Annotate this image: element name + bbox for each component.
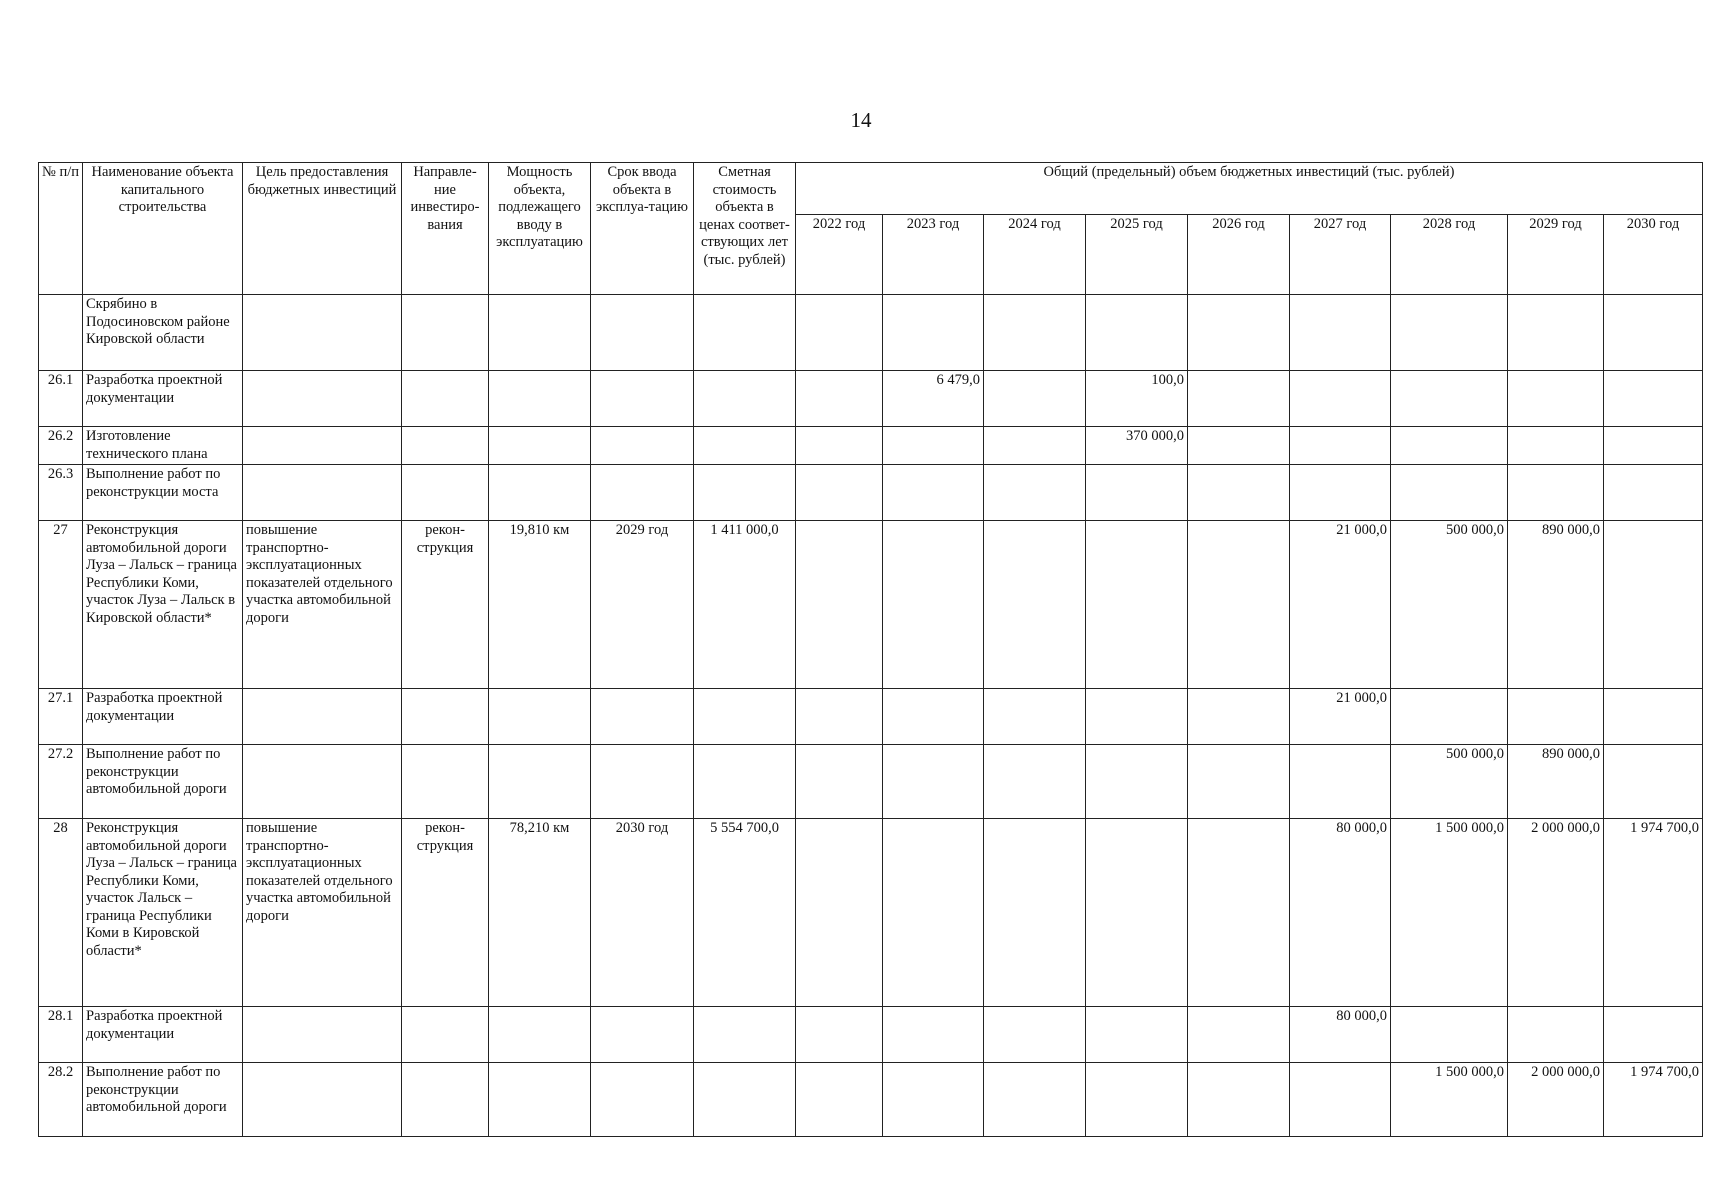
estimated-cost <box>694 1063 796 1137</box>
year-amount <box>1391 295 1508 371</box>
investment-goal <box>243 689 402 745</box>
year-amount <box>1188 427 1290 465</box>
year-amount <box>1086 745 1188 819</box>
year-amount <box>796 819 883 1007</box>
year-amount <box>1604 689 1703 745</box>
year-amount: 80 000,0 <box>1290 1007 1391 1063</box>
year-amount: 1 974 700,0 <box>1604 819 1703 1007</box>
year-amount <box>1290 371 1391 427</box>
year-amount <box>1508 371 1604 427</box>
year-amount <box>984 521 1086 689</box>
row-number: 28.2 <box>39 1063 83 1137</box>
commissioning-term <box>591 1007 694 1063</box>
year-amount: 890 000,0 <box>1508 521 1604 689</box>
year-amount: 370 000,0 <box>1086 427 1188 465</box>
row-number: 28 <box>39 819 83 1007</box>
header-direction: Направле-ние инвестиро-вания <box>402 163 489 295</box>
year-amount <box>796 465 883 521</box>
year-amount <box>1604 745 1703 819</box>
year-amount <box>1391 689 1508 745</box>
table-row <box>39 1007 1703 1063</box>
estimated-cost <box>694 745 796 819</box>
year-amount: 21 000,0 <box>1290 521 1391 689</box>
investment-direction: рекон-струкция <box>402 819 489 1007</box>
object-name: Изготовление технического плана <box>83 427 243 465</box>
year-amount <box>796 295 883 371</box>
header-goal: Цель предоставления бюджетных инвестиций <box>243 163 402 295</box>
object-name: Выполнение работ по реконструкции автомобильной дороги <box>83 745 243 819</box>
header-year: 2027 год <box>1290 215 1391 295</box>
year-amount <box>1508 295 1604 371</box>
investment-goal <box>243 371 402 427</box>
year-amount <box>1604 1007 1703 1063</box>
year-amount <box>1391 1007 1508 1063</box>
investment-direction <box>402 371 489 427</box>
object-capacity <box>489 465 591 521</box>
year-amount <box>1290 1063 1391 1137</box>
row-number: 27 <box>39 521 83 689</box>
year-amount: 21 000,0 <box>1290 689 1391 745</box>
investment-direction <box>402 295 489 371</box>
year-amount <box>1604 295 1703 371</box>
table-header <box>39 163 1703 295</box>
header-cost: Сметная стоимость объекта в ценах соответ-ствующих лет (тыс. рублей) <box>694 163 796 295</box>
year-amount <box>1391 371 1508 427</box>
estimated-cost: 5 554 700,0 <box>694 819 796 1007</box>
year-amount <box>1391 465 1508 521</box>
header-budget-group: Общий (предельный) объем бюджетных инвестиций (тыс. рублей) <box>796 163 1703 215</box>
year-amount <box>1188 371 1290 427</box>
year-amount <box>1086 689 1188 745</box>
year-amount <box>883 1007 984 1063</box>
year-amount: 1 974 700,0 <box>1604 1063 1703 1137</box>
commissioning-term <box>591 465 694 521</box>
header-year: 2023 год <box>883 215 984 295</box>
object-name: Разработка проектной документации <box>83 1007 243 1063</box>
investment-direction <box>402 465 489 521</box>
year-amount <box>883 819 984 1007</box>
investment-goal <box>243 295 402 371</box>
header-year: 2026 год <box>1188 215 1290 295</box>
investment-goal <box>243 1063 402 1137</box>
object-capacity <box>489 427 591 465</box>
estimated-cost <box>694 295 796 371</box>
header-year: 2024 год <box>984 215 1086 295</box>
investment-goal <box>243 465 402 521</box>
table-row <box>39 521 1703 689</box>
year-amount <box>984 371 1086 427</box>
year-amount <box>984 1007 1086 1063</box>
year-amount <box>883 465 984 521</box>
object-name: Разработка проектной документации <box>83 371 243 427</box>
object-name: Выполнение работ по реконструкции автомобильной дороги <box>83 1063 243 1137</box>
year-amount <box>984 745 1086 819</box>
header-year: 2025 год <box>1086 215 1188 295</box>
commissioning-term <box>591 745 694 819</box>
page-number: 14 <box>850 108 872 132</box>
row-number: 26.1 <box>39 371 83 427</box>
header-name: Наименование объекта капитального строительства <box>83 163 243 295</box>
header-year: 2029 год <box>1508 215 1604 295</box>
commissioning-term <box>591 427 694 465</box>
object-capacity <box>489 1007 591 1063</box>
header-year: 2028 год <box>1391 215 1508 295</box>
year-amount <box>1508 1007 1604 1063</box>
header-term: Срок ввода объекта в эксплуа-тацию <box>591 163 694 295</box>
year-amount <box>1188 1063 1290 1137</box>
table-row <box>39 465 1703 521</box>
year-amount <box>1604 521 1703 689</box>
row-number: 26.2 <box>39 427 83 465</box>
year-amount <box>1086 1063 1188 1137</box>
year-amount <box>1188 295 1290 371</box>
year-amount <box>1086 819 1188 1007</box>
object-capacity <box>489 1063 591 1137</box>
year-amount <box>796 745 883 819</box>
year-amount <box>1188 465 1290 521</box>
year-amount <box>1188 521 1290 689</box>
year-amount <box>1188 745 1290 819</box>
year-amount <box>1086 521 1188 689</box>
year-amount <box>883 295 984 371</box>
table-row <box>39 295 1703 371</box>
table-row <box>39 427 1703 465</box>
year-amount <box>1290 295 1391 371</box>
investment-direction: рекон-струкция <box>402 521 489 689</box>
header-no: № п/п <box>39 163 83 295</box>
year-amount <box>1086 295 1188 371</box>
year-amount <box>984 295 1086 371</box>
year-amount: 1 500 000,0 <box>1391 1063 1508 1137</box>
investment-goal: повышение транспортно-эксплуатационных показателей отдельного участка автомобильной дороги <box>243 521 402 689</box>
investment-goal <box>243 427 402 465</box>
table-row <box>39 745 1703 819</box>
header-year: 2022 год <box>796 215 883 295</box>
commissioning-term <box>591 371 694 427</box>
year-amount <box>1290 427 1391 465</box>
year-amount <box>883 427 984 465</box>
year-amount <box>984 689 1086 745</box>
object-capacity: 19,810 км <box>489 521 591 689</box>
object-capacity <box>489 745 591 819</box>
commissioning-term: 2029 год <box>591 521 694 689</box>
year-amount <box>984 819 1086 1007</box>
investment-direction <box>402 745 489 819</box>
year-amount: 80 000,0 <box>1290 819 1391 1007</box>
year-amount <box>883 1063 984 1137</box>
commissioning-term <box>591 1063 694 1137</box>
object-name: Реконструкция автомобильной дороги Луза – Лальск – граница Республики Коми, участок Луза – Лальск в Кировской области* <box>83 521 243 689</box>
year-amount <box>883 689 984 745</box>
row-number: 27.1 <box>39 689 83 745</box>
estimated-cost <box>694 371 796 427</box>
object-capacity: 78,210 км <box>489 819 591 1007</box>
investment-direction <box>402 1063 489 1137</box>
header-year: 2030 год <box>1604 215 1703 295</box>
year-amount <box>1086 465 1188 521</box>
object-name: Выполнение работ по реконструкции моста <box>83 465 243 521</box>
year-amount <box>1604 371 1703 427</box>
estimated-cost <box>694 427 796 465</box>
investment-direction <box>402 1007 489 1063</box>
year-amount: 100,0 <box>1086 371 1188 427</box>
year-amount <box>796 427 883 465</box>
year-amount <box>984 1063 1086 1137</box>
object-capacity <box>489 371 591 427</box>
row-number: 26.3 <box>39 465 83 521</box>
year-amount <box>1508 689 1604 745</box>
year-amount <box>796 1007 883 1063</box>
investment-direction <box>402 427 489 465</box>
year-amount: 2 000 000,0 <box>1508 1063 1604 1137</box>
investment-goal <box>243 745 402 819</box>
object-name: Скрябино в Подосиновском районе Кировской области <box>83 295 243 371</box>
commissioning-term <box>591 295 694 371</box>
object-capacity <box>489 295 591 371</box>
table-body <box>39 295 1703 1137</box>
year-amount <box>796 689 883 745</box>
table-row <box>39 819 1703 1007</box>
row-number: 27.2 <box>39 745 83 819</box>
year-amount: 500 000,0 <box>1391 745 1508 819</box>
year-amount: 6 479,0 <box>883 371 984 427</box>
table-row <box>39 1063 1703 1137</box>
estimated-cost: 1 411 000,0 <box>694 521 796 689</box>
year-amount: 500 000,0 <box>1391 521 1508 689</box>
estimated-cost <box>694 1007 796 1063</box>
year-amount <box>1290 745 1391 819</box>
object-name: Разработка проектной документации <box>83 689 243 745</box>
year-amount <box>796 1063 883 1137</box>
year-amount <box>984 465 1086 521</box>
year-amount: 2 000 000,0 <box>1508 819 1604 1007</box>
investment-goal <box>243 1007 402 1063</box>
investment-direction <box>402 689 489 745</box>
commissioning-term: 2030 год <box>591 819 694 1007</box>
year-amount <box>883 521 984 689</box>
year-amount <box>1188 1007 1290 1063</box>
year-amount <box>796 521 883 689</box>
year-amount <box>1188 689 1290 745</box>
object-name: Реконструкция автомобильной дороги Луза – Лальск – граница Республики Коми, участок Лальск – граница Республики Коми в Кировской области* <box>83 819 243 1007</box>
year-amount <box>796 371 883 427</box>
estimated-cost <box>694 465 796 521</box>
year-amount <box>1086 1007 1188 1063</box>
year-amount: 1 500 000,0 <box>1391 819 1508 1007</box>
year-amount <box>1604 465 1703 521</box>
header-capacity: Мощность объекта, подлежащего вводу в эксплуатацию <box>489 163 591 295</box>
year-amount <box>1188 819 1290 1007</box>
row-number <box>39 295 83 371</box>
row-number: 28.1 <box>39 1007 83 1063</box>
year-amount <box>883 745 984 819</box>
year-amount: 890 000,0 <box>1508 745 1604 819</box>
year-amount <box>1290 465 1391 521</box>
commissioning-term <box>591 689 694 745</box>
year-amount <box>1391 427 1508 465</box>
object-capacity <box>489 689 591 745</box>
estimated-cost <box>694 689 796 745</box>
investment-goal: повышение транспортно-эксплуатационных показателей отдельного участка автомобильной дороги <box>243 819 402 1007</box>
table-row <box>39 371 1703 427</box>
year-amount <box>1508 427 1604 465</box>
year-amount <box>1604 427 1703 465</box>
table-row <box>39 689 1703 745</box>
year-amount <box>1508 465 1604 521</box>
year-amount <box>984 427 1086 465</box>
budget-investments-table <box>38 162 1703 1137</box>
